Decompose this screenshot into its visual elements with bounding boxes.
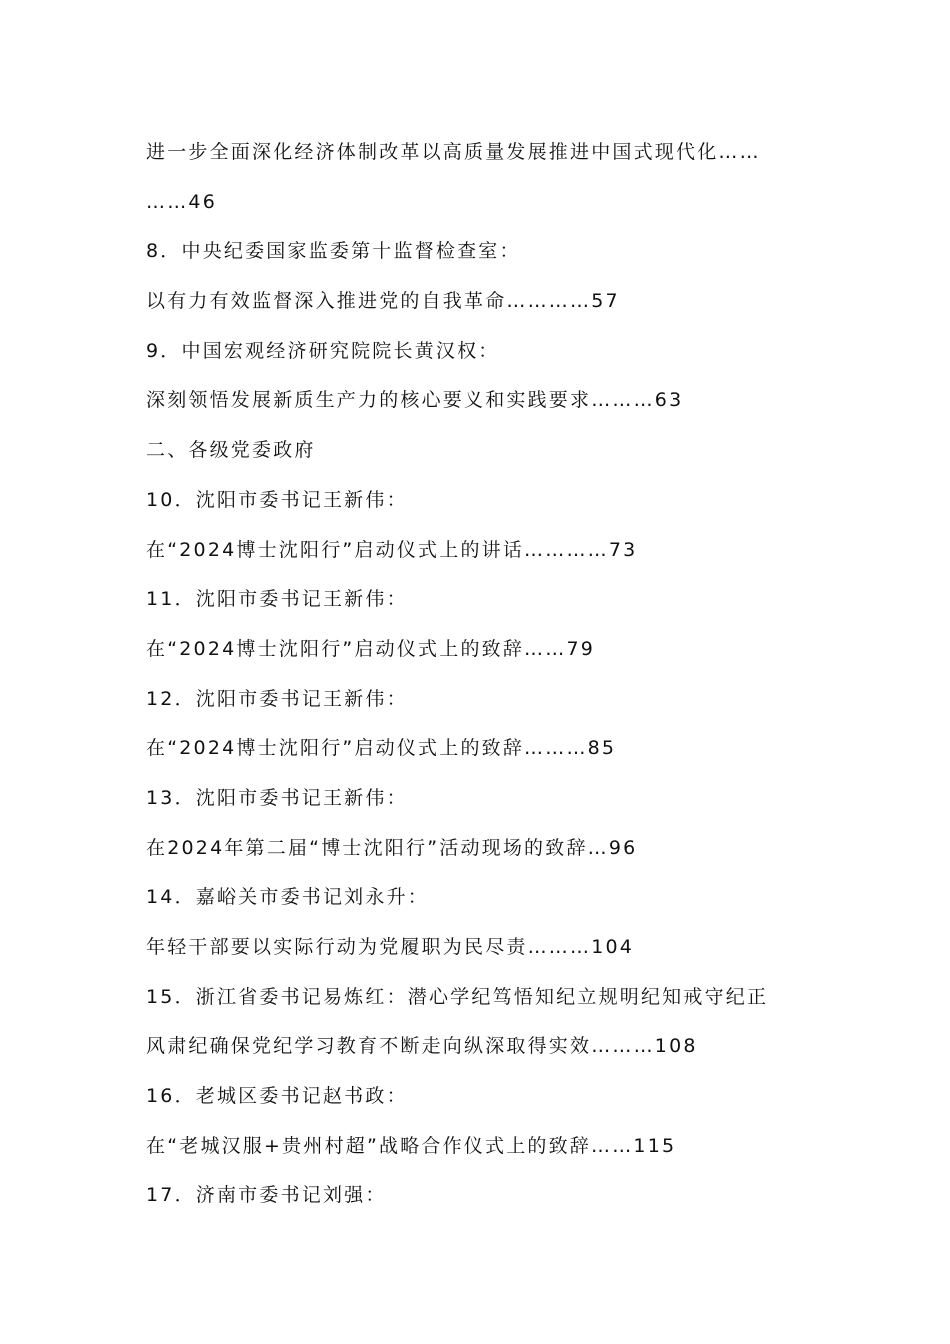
toc-line: 13．沈阳市委书记王新伟： xyxy=(146,786,408,809)
toc-line: 11．沈阳市委书记王新伟： xyxy=(146,588,408,611)
toc-line: 以有力有效监督深入推进党的自我革命…………57 xyxy=(146,290,620,313)
toc-line: 年轻干部要以实际行动为党履职为民尽责………104 xyxy=(146,936,635,958)
toc-line: 16．老城区委书记赵书政： xyxy=(146,1085,408,1108)
toc-line: 17．济南市委书记刘强： xyxy=(146,1184,387,1207)
toc-line: 深刻领悟发展新质生产力的核心要义和实践要求………63 xyxy=(146,389,684,412)
toc-line: 8．中央纪委国家监委第十监督检查室： xyxy=(146,240,521,263)
table-of-contents xyxy=(146,128,826,1221)
toc-section-heading: 二、各级党委政府 xyxy=(146,439,316,462)
toc-line: 10．沈阳市委书记王新伟： xyxy=(146,488,408,511)
toc-line: 在“2024博士沈阳行”启动仪式上的致辞……79 xyxy=(146,637,596,660)
toc-line: 15．浙江省委书记易炼红：潜心学纪笃悟知纪立规明纪知戒守纪正 xyxy=(146,985,769,1008)
toc-line: 12．沈阳市委书记王新伟： xyxy=(146,687,408,710)
toc-line: 在“2024博士沈阳行”启动仪式上的讲话…………73 xyxy=(146,538,638,561)
toc-line: 在“2024博士沈阳行”启动仪式上的致辞………85 xyxy=(146,737,617,760)
toc-line: 在2024年第二届“博士沈阳行”活动现场的致辞…96 xyxy=(146,836,638,859)
toc-line: 进一步全面深化经济体制改革以高质量发展推进中国式现代化…… xyxy=(146,141,761,163)
toc-line: ……46 xyxy=(146,190,217,213)
toc-line: 14．嘉峪关市委书记刘永升： xyxy=(146,886,429,909)
toc-line: 风肃纪确保党纪学习教育不断走向纵深取得实效………108 xyxy=(146,1035,698,1058)
toc-line: 9．中国宏观经济研究院院长黄汉权： xyxy=(146,339,500,362)
toc-line: 在“老城汉服+贵州村超”战略合作仪式上的致辞……115 xyxy=(146,1134,677,1157)
